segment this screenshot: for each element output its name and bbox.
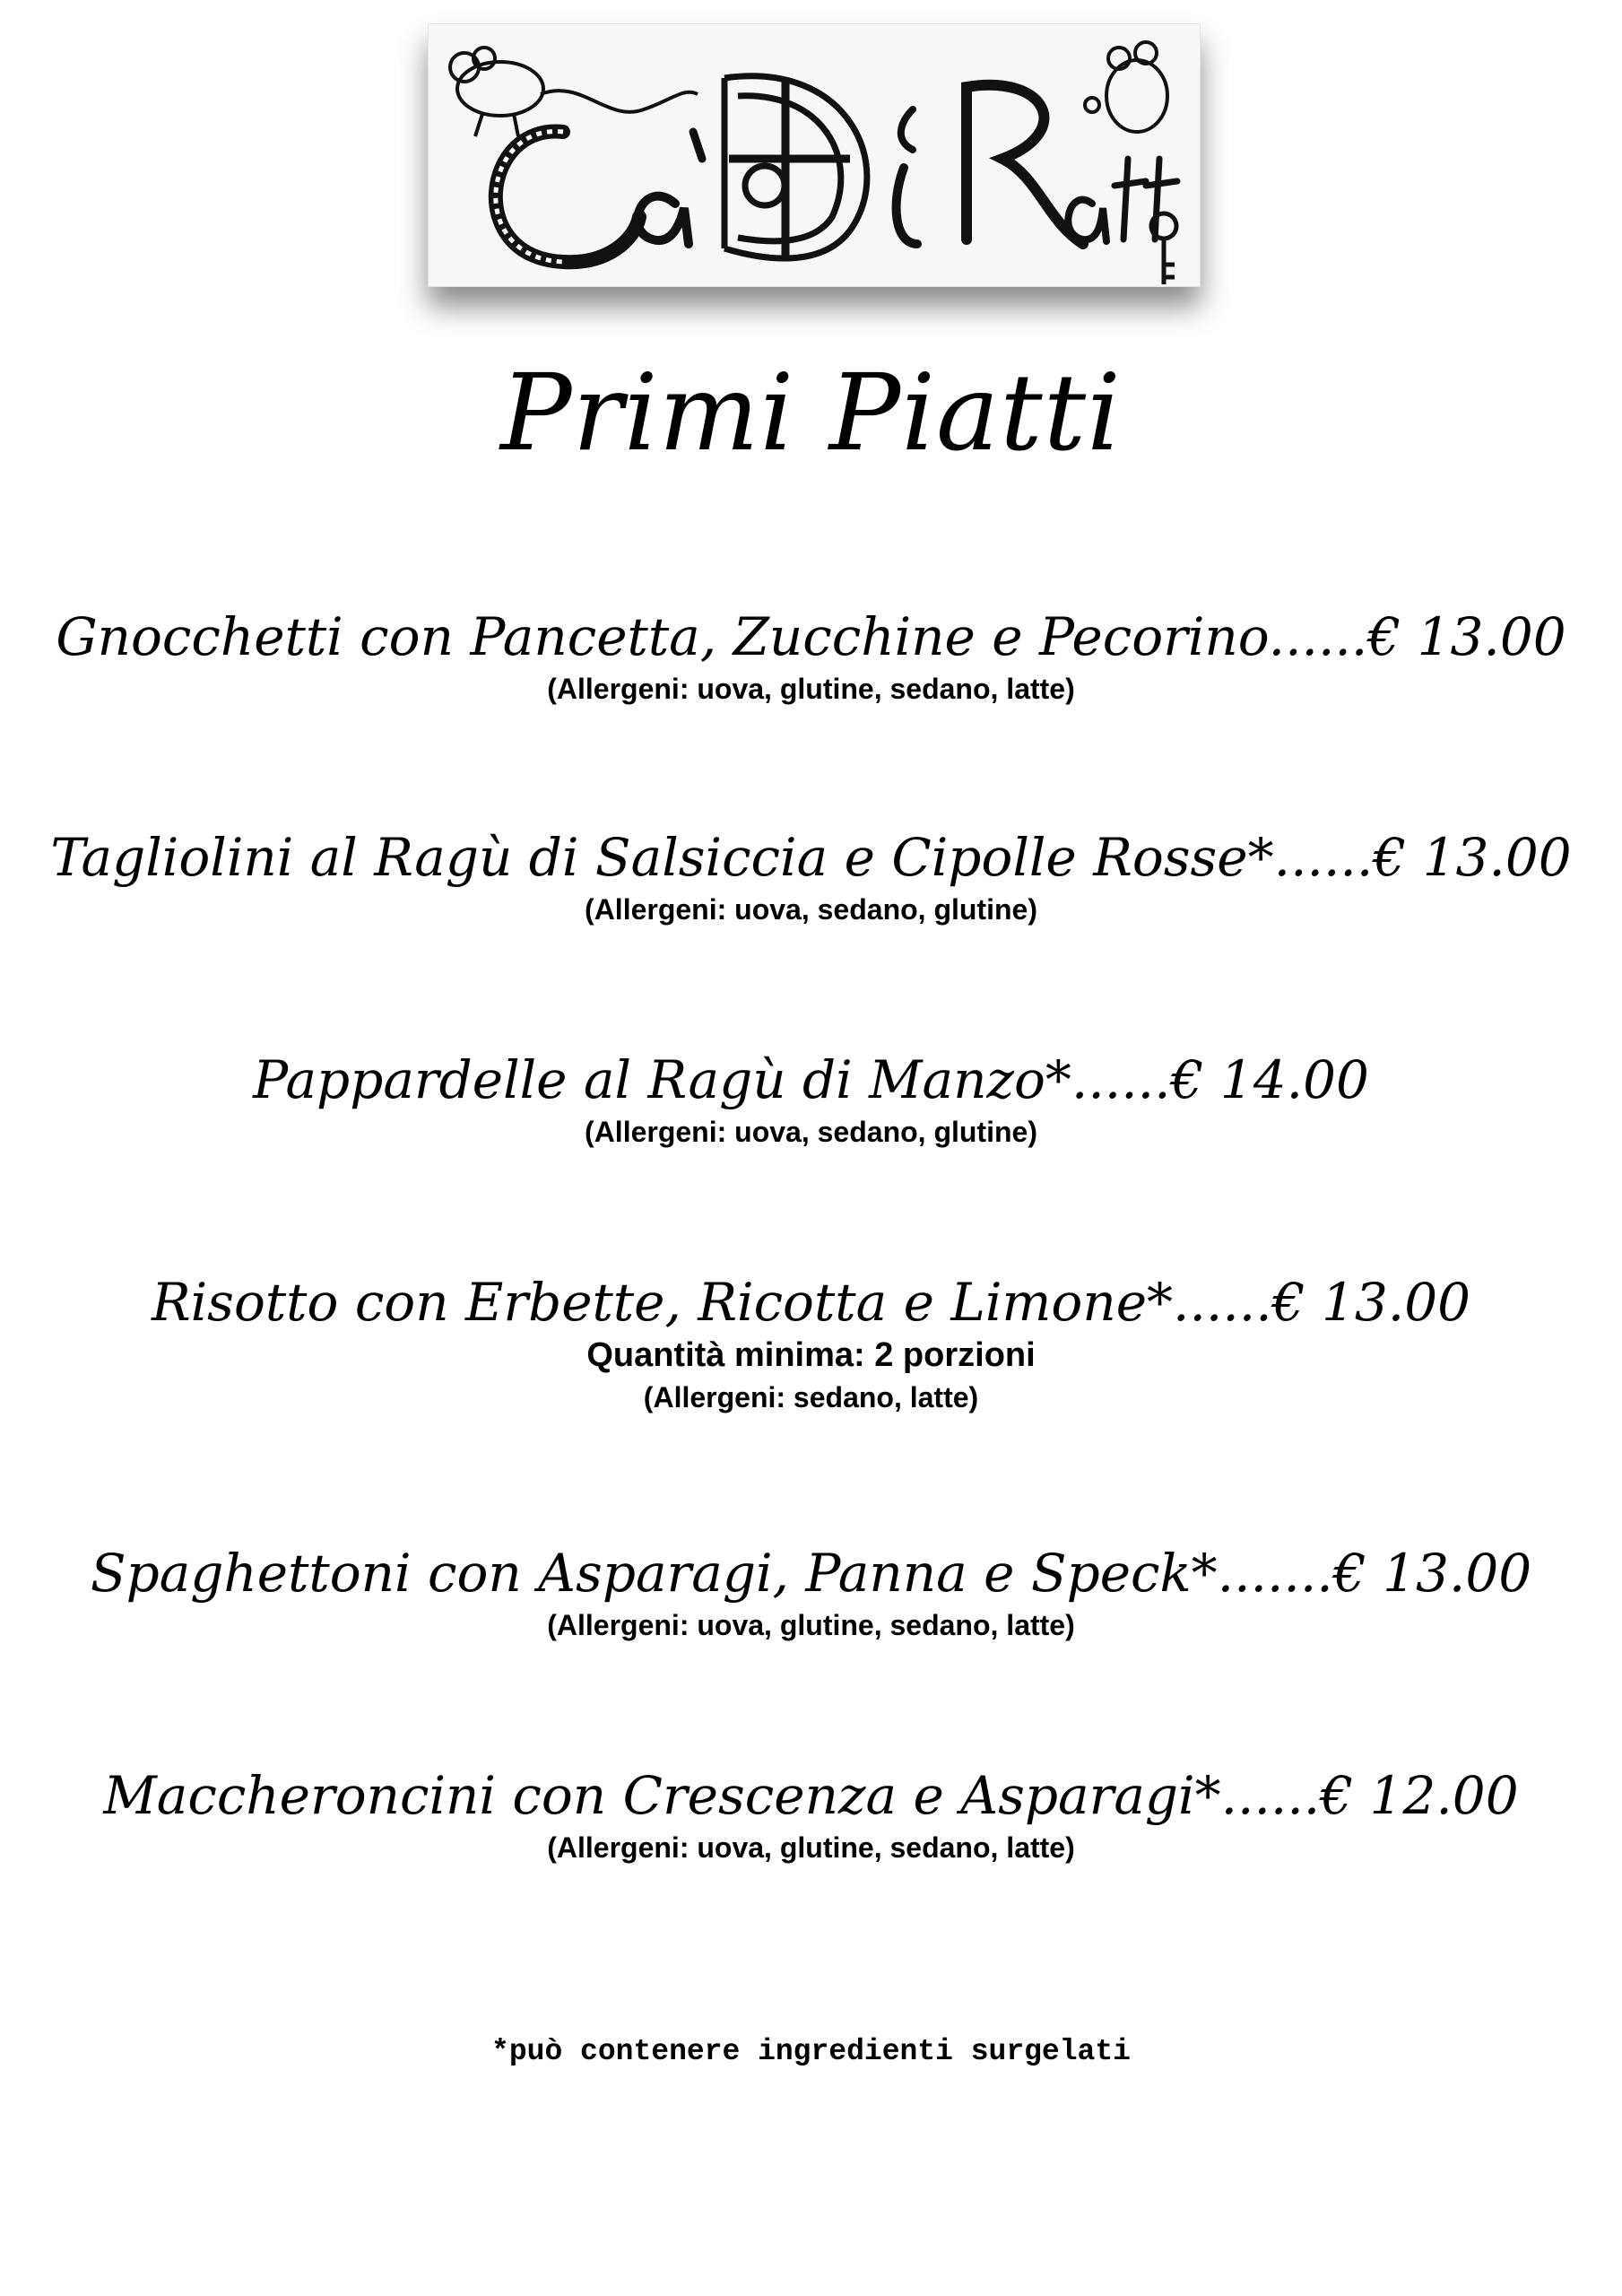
dish-name: Maccheroncini con Crescenza e Asparagi*......€ 12.00 <box>103 1765 1519 1826</box>
list-item <box>0 1049 1622 1150</box>
dish-name: Gnocchetti con Pancetta, Zucchine e Pecorino......€ 13.00 <box>56 606 1566 667</box>
dish-allergens: (Allergeni: uova, sedano, glutine) <box>585 1116 1037 1148</box>
dish-allergens: (Allergeni: uova, glutine, sedano, latte) <box>547 673 1075 705</box>
list-item <box>0 1543 1622 1643</box>
dish-allergens: (Allergeni: uova, glutine, sedano, latte) <box>547 1609 1075 1641</box>
list-item <box>0 1272 1622 1415</box>
dish-name: Tagliolini al Ragù di Salsiccia e Cipolle Rosse*......€ 13.00 <box>50 827 1572 888</box>
dish-allergens: (Allergeni: uova, sedano, glutine) <box>585 893 1037 926</box>
list-item <box>0 827 1622 927</box>
frozen-ingredients-footnote: *può contenere ingredienti surgelati <box>491 2035 1131 2068</box>
dish-name: Spaghettoni con Asparagi, Panna e Speck*.......€ 13.00 <box>90 1543 1532 1604</box>
list-item <box>0 1765 1622 1866</box>
page-title: Primi Piatti <box>500 351 1122 474</box>
dish-allergens: (Allergeni: sedano, latte) <box>643 1381 979 1413</box>
dish-name: Risotto con Erbette, Ricotta e Limone*......€ 13.00 <box>151 1272 1471 1333</box>
list-item <box>0 606 1622 707</box>
dish-name: Pappardelle al Ragù di Manzo*......€ 14.00 <box>253 1049 1369 1110</box>
dish-note: Quantità minima: 2 porzioni <box>586 1336 1036 1374</box>
dish-allergens: (Allergeni: uova, glutine, sedano, latte) <box>547 1831 1075 1864</box>
